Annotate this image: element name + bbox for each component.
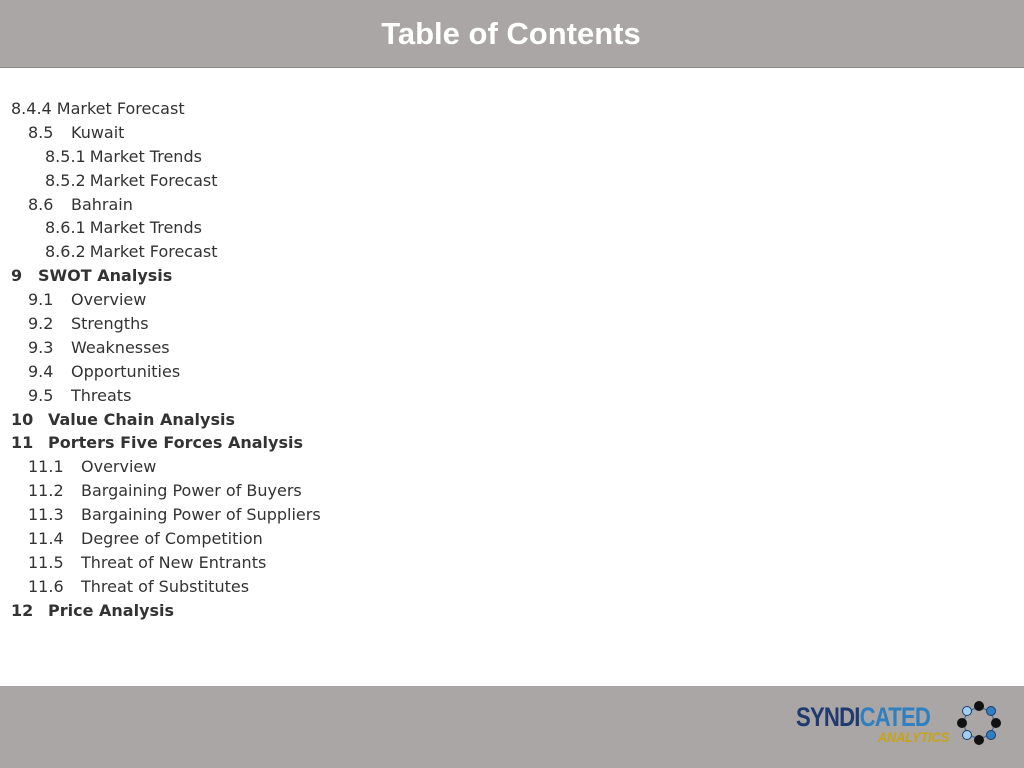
toc-entry — [11, 575, 321, 599]
toc-entry-number: 11.2 — [28, 481, 64, 501]
toc-entry — [11, 169, 321, 193]
toc-entry-number: 11.5 — [28, 552, 64, 572]
toc-entry-number: 8.5 — [28, 122, 54, 142]
toc-entry — [11, 408, 321, 432]
header-bar — [0, 0, 1024, 68]
toc-entry-label: Opportunities — [71, 361, 181, 381]
logo-wordmark — [796, 703, 930, 731]
logo-dot — [991, 718, 1001, 728]
toc-entry — [11, 479, 321, 503]
toc-entry-number: 9 — [11, 266, 23, 286]
toc-entry — [11, 264, 321, 288]
toc-entry-number: 11.4 — [28, 529, 64, 549]
toc-entry-label: Overview — [71, 290, 147, 310]
toc-entry-number: 9.3 — [28, 337, 54, 357]
toc-entry-label: Strengths — [71, 314, 149, 334]
logo-dot — [974, 735, 984, 745]
page-title: Table of Contents — [381, 16, 641, 51]
toc-entry — [11, 336, 321, 360]
toc-entry-number: 11.6 — [28, 576, 64, 596]
toc-entry-number: 8.5.1 — [45, 146, 86, 166]
logo-circle-dots-icon — [956, 700, 1002, 746]
toc-entry — [11, 312, 321, 336]
toc-entry — [11, 551, 321, 575]
logo-dot — [963, 707, 972, 716]
toc-entry-number: 9.1 — [28, 290, 54, 310]
logo-dot — [987, 707, 996, 716]
toc-entry-label: Degree of Competition — [81, 529, 263, 549]
logo-dot — [963, 731, 972, 740]
toc-entry — [11, 193, 321, 217]
toc-entry-label: Bahrain — [71, 194, 133, 214]
toc-entry-label: Threats — [71, 385, 132, 405]
toc-entry — [11, 599, 321, 623]
toc-entry — [11, 431, 321, 455]
toc-entry-label: Threat of New Entrants — [81, 552, 267, 572]
toc-entry-number: 8.6.1 — [45, 218, 86, 238]
logo-subtitle: ANALYTICS — [878, 729, 950, 745]
toc-entry-label: Market Trends — [89, 218, 202, 238]
toc-entry-number: 11.1 — [28, 457, 64, 477]
toc-entry — [11, 240, 321, 264]
toc-entry-number: 12 — [11, 600, 34, 620]
toc-entry-label: SWOT Analysis — [38, 266, 173, 286]
toc-entry — [11, 384, 321, 408]
table-of-contents — [11, 97, 321, 623]
toc-entry — [11, 455, 321, 479]
toc-entry-number: 10 — [11, 409, 34, 429]
toc-entry — [11, 503, 321, 527]
toc-entry-number: 9.4 — [28, 361, 54, 381]
toc-entry-number: 8.5.2 — [45, 170, 86, 190]
toc-entry-number: 9.2 — [28, 314, 54, 334]
toc-entry-label: Market Forecast — [89, 242, 218, 262]
toc-entry — [11, 288, 321, 312]
toc-entry-label: Price Analysis — [48, 600, 175, 620]
toc-entry-number: 8.6 — [28, 194, 54, 214]
logo-dot — [974, 701, 984, 711]
logo-dot — [987, 731, 996, 740]
toc-entry-number: 9.5 — [28, 385, 54, 405]
toc-entry-label: Overview — [81, 457, 157, 477]
toc-entry — [11, 527, 321, 551]
toc-entry — [11, 360, 321, 384]
toc-entry-number: 11.3 — [28, 505, 64, 525]
toc-entry — [11, 121, 321, 145]
toc-entry-label: Weaknesses — [71, 337, 170, 357]
toc-entry-label: 8.4.4 Market Forecast — [11, 99, 185, 118]
logo-wordmark-part2: CATED — [859, 702, 931, 732]
logo-wordmark-part1: SYNDI — [796, 702, 860, 732]
toc-entry-label: Threat of Substitutes — [81, 576, 250, 596]
toc-entry-label: Kuwait — [71, 122, 125, 142]
toc-entry — [11, 97, 321, 121]
toc-entry-label: Bargaining Power of Suppliers — [81, 505, 321, 525]
logo-dot — [957, 718, 967, 728]
toc-entry-number: 11 — [11, 433, 34, 453]
toc-entry-label: Porters Five Forces Analysis — [48, 433, 303, 453]
toc-entry-label: Value Chain Analysis — [48, 409, 235, 429]
toc-entry-label: Market Forecast — [89, 170, 218, 190]
toc-entry-label: Bargaining Power of Buyers — [81, 481, 302, 501]
toc-entry — [11, 216, 321, 240]
toc-entry-number: 8.6.2 — [45, 242, 86, 262]
company-logo — [794, 700, 1004, 750]
toc-entry — [11, 145, 321, 169]
toc-entry-label: Market Trends — [89, 146, 202, 166]
